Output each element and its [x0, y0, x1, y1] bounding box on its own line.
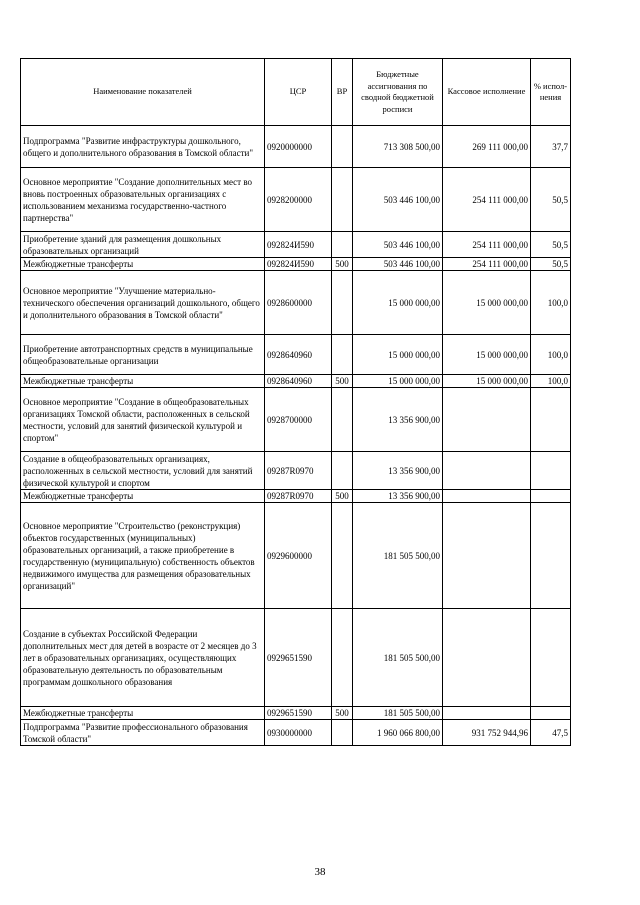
row-vr: 500	[332, 707, 353, 720]
row-cash: 15 000 000,00	[443, 271, 531, 335]
table-row	[21, 609, 571, 707]
row-budget: 13 356 900,00	[353, 452, 443, 490]
row-budget: 503 446 100,00	[353, 232, 443, 258]
row-budget: 1 960 066 800,00	[353, 720, 443, 746]
row-csr: 09287R0970	[265, 452, 332, 490]
row-name: Создание в общеобразовательных организациях, расположенных в сельской местности, условий для занятий физической культурой и спортом	[21, 452, 265, 490]
table-row	[21, 335, 571, 375]
header-percent: % испол-нения	[531, 59, 571, 126]
row-percent	[531, 503, 571, 609]
row-csr: 092824И590	[265, 232, 332, 258]
row-cash: 15 000 000,00	[443, 375, 531, 388]
row-csr: 0928700000	[265, 388, 332, 452]
row-cash	[443, 609, 531, 707]
table-row	[21, 720, 571, 746]
row-vr	[332, 232, 353, 258]
row-vr	[332, 126, 353, 168]
row-cash	[443, 452, 531, 490]
row-percent	[531, 490, 571, 503]
header-vr: ВР	[332, 59, 353, 126]
table-row	[21, 271, 571, 335]
row-vr: 500	[332, 490, 353, 503]
page-number: 38	[314, 866, 326, 878]
table-row	[21, 503, 571, 609]
row-csr: 0920000000	[265, 126, 332, 168]
row-vr	[332, 388, 353, 452]
row-percent: 100,0	[531, 271, 571, 335]
row-vr: 500	[332, 375, 353, 388]
row-vr: 500	[332, 258, 353, 271]
row-cash	[443, 503, 531, 609]
row-cash	[443, 707, 531, 720]
row-vr	[332, 335, 353, 375]
table-row	[21, 375, 571, 388]
row-budget: 713 308 500,00	[353, 126, 443, 168]
header-csr: ЦСР	[265, 59, 332, 126]
row-csr: 0929651590	[265, 707, 332, 720]
row-name: Межбюджетные трансферты	[21, 707, 265, 720]
row-name: Подпрограмма "Развитие профессионального образования Томской области"	[21, 720, 265, 746]
table-row	[21, 168, 571, 232]
row-budget: 15 000 000,00	[353, 271, 443, 335]
row-csr: 0930000000	[265, 720, 332, 746]
header-name: Наименование показателей	[21, 59, 265, 126]
row-cash: 15 000 000,00	[443, 335, 531, 375]
row-vr	[332, 452, 353, 490]
row-percent: 50,5	[531, 258, 571, 271]
budget-table	[20, 58, 571, 746]
row-csr: 0929600000	[265, 503, 332, 609]
row-budget: 503 446 100,00	[353, 258, 443, 271]
row-percent	[531, 707, 571, 720]
row-csr: 0928640960	[265, 375, 332, 388]
row-name: Приобретение автотранспортных средств в муниципальные общеобразовательные организации	[21, 335, 265, 375]
row-percent: 50,5	[531, 168, 571, 232]
row-vr	[332, 720, 353, 746]
row-percent: 47,5	[531, 720, 571, 746]
row-cash	[443, 490, 531, 503]
row-percent	[531, 388, 571, 452]
table-row	[21, 490, 571, 503]
row-csr: 0928640960	[265, 335, 332, 375]
row-percent	[531, 452, 571, 490]
row-budget: 503 446 100,00	[353, 168, 443, 232]
row-name: Межбюджетные трансферты	[21, 258, 265, 271]
row-cash: 931 752 944,96	[443, 720, 531, 746]
table-row	[21, 126, 571, 168]
row-name: Основное мероприятие "Создание дополнительных мест во вновь построенных образовательных организациях с использованием механизма государственно-частного партнерства"	[21, 168, 265, 232]
header-cash: Кассовое исполнение	[443, 59, 531, 126]
row-percent: 100,0	[531, 335, 571, 375]
row-budget: 13 356 900,00	[353, 490, 443, 503]
row-vr	[332, 271, 353, 335]
row-cash: 254 111 000,00	[443, 168, 531, 232]
row-cash	[443, 388, 531, 452]
row-name: Основное мероприятие "Создание в общеобразовательных организациях Томской области, расположенных в сельской местности, условий для занятий физической культурой и спортом"	[21, 388, 265, 452]
row-cash: 269 111 000,00	[443, 126, 531, 168]
row-name: Создание в субъектах Российской Федерации дополнительных мест для детей в возрасте от 2 месяцев до 3 лет в образовательных организациях, осуществляющих образовательную деятельность по образовательным программам дошкольного образования	[21, 609, 265, 707]
table-row	[21, 258, 571, 271]
row-csr: 0929651590	[265, 609, 332, 707]
row-percent: 37,7	[531, 126, 571, 168]
row-budget: 181 505 500,00	[353, 707, 443, 720]
row-budget: 181 505 500,00	[353, 503, 443, 609]
row-cash: 254 111 000,00	[443, 232, 531, 258]
row-csr: 0928600000	[265, 271, 332, 335]
row-vr	[332, 609, 353, 707]
row-name: Приобретение зданий для размещения дошкольных образовательных организаций	[21, 232, 265, 258]
row-percent	[531, 609, 571, 707]
row-budget: 181 505 500,00	[353, 609, 443, 707]
row-name: Основное мероприятие "Улучшение материально-технического обеспечения организаций дошкольного, общего и дополнительного образования в Томской области"	[21, 271, 265, 335]
row-budget: 15 000 000,00	[353, 335, 443, 375]
row-name: Подпрограмма "Развитие инфраструктуры дошкольного, общего и дополнительного образования в Томской области"	[21, 126, 265, 168]
row-vr	[332, 168, 353, 232]
table-row	[21, 707, 571, 720]
row-csr: 0928200000	[265, 168, 332, 232]
row-cash: 254 111 000,00	[443, 258, 531, 271]
row-csr: 09287R0970	[265, 490, 332, 503]
header-row	[21, 59, 571, 126]
table-row	[21, 388, 571, 452]
row-percent: 50,5	[531, 232, 571, 258]
row-csr: 092824И590	[265, 258, 332, 271]
row-name: Межбюджетные трансферты	[21, 490, 265, 503]
header-budget: Бюджетные ассигнования по сводной бюджетной росписи	[353, 59, 443, 126]
row-budget: 15 000 000,00	[353, 375, 443, 388]
table-row	[21, 452, 571, 490]
row-percent: 100,0	[531, 375, 571, 388]
table-row	[21, 232, 571, 258]
row-name: Межбюджетные трансферты	[21, 375, 265, 388]
row-name: Основное мероприятие "Строительство (реконструкция) объектов государственных (муниципальных) образовательных организаций, а также приобретение в государственную (муниципальную) собственность объектов недвижимого имущества для размещения образовательных организаций"	[21, 503, 265, 609]
row-budget: 13 356 900,00	[353, 388, 443, 452]
row-vr	[332, 503, 353, 609]
